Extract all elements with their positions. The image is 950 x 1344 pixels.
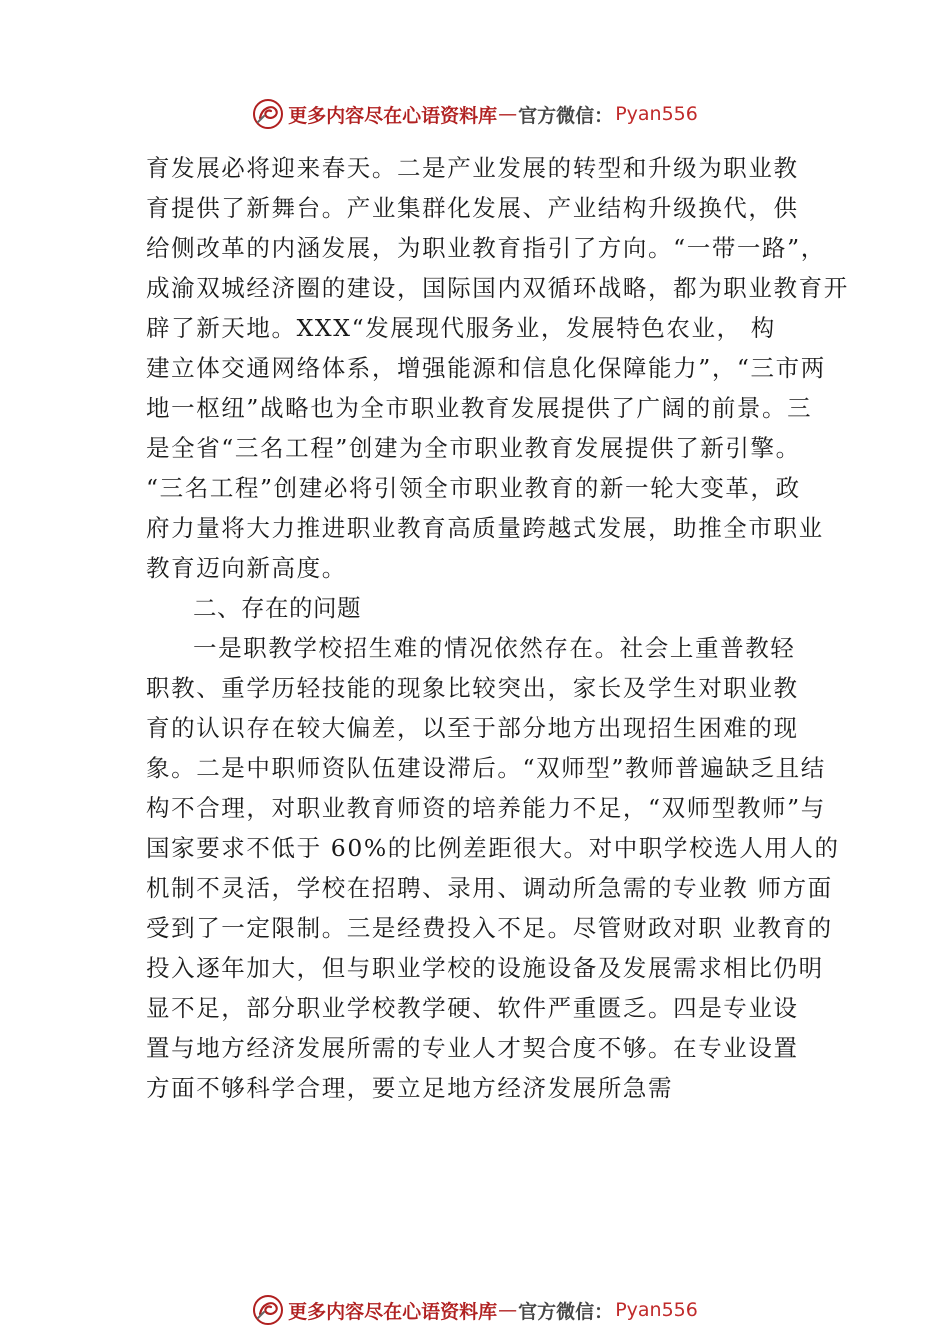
text-line: 机制不灵活，学校在招聘、录用、调动所急需的专业教 师方面 xyxy=(146,874,833,902)
text-line: 育发展必将迎来春天。二是产业发展的转型和升级为职业教 xyxy=(146,154,799,182)
text-line: 一是职教学校招生难的情况依然存在。社会上重普教轻 xyxy=(193,634,796,662)
text-line: 是全省“三名工程”创建为全市职业教育发展提供了新引擎。 xyxy=(146,434,801,462)
header-banner xyxy=(0,94,950,134)
text-line: 显不足，部分职业学校教学硬、软件严重匮乏。四是专业设 xyxy=(146,994,799,1022)
document-body xyxy=(146,148,849,1108)
text-line: 育的认识存在较大偏差，以至于部分地方出现招生困难的现 xyxy=(146,714,799,742)
banner-dash: — xyxy=(498,103,518,125)
official-wechat-label: 官方微信： xyxy=(518,1300,614,1323)
swirl-logo-icon xyxy=(252,98,284,130)
brand-text: 更多内容尽在心语资料库 xyxy=(288,1300,498,1323)
text-line: 象。二是中职师资队伍建设滞后。“双师型”教师普遍缺乏且结 xyxy=(146,754,826,782)
text-line: 国家要求不低于 60%的比例差距很大。对中职学校选人用人的 xyxy=(146,834,840,862)
text-line: “三名工程”创建必将引领全市职业教育的新一轮大变革，政 xyxy=(146,474,801,502)
text-line: 地一枢纽”战略也为全市职业教育发展提供了广阔的前景。三 xyxy=(146,394,813,422)
banner-dash: — xyxy=(498,1299,518,1321)
text-line: 给侧改革的内涵发展，为职业教育指引了方向。“一带一路”， xyxy=(146,234,826,262)
text-line: 职教、重学历轻技能的现象比较突出，家长及学生对职业教 xyxy=(146,674,799,702)
text-line: 辟了新天地。XXX“发展现代服务业，发展特色农业， 构 xyxy=(146,314,776,342)
text-line: 置与地方经济发展所需的专业人才契合度不够。在专业设置 xyxy=(146,1034,799,1062)
text-line: 府力量将大力推进职业教育高质量跨越式发展，助推全市职业 xyxy=(146,514,824,542)
paragraph-problems xyxy=(146,628,840,1108)
text-line: 方面不够科学合理，要立足地方经济发展所急需 xyxy=(146,1074,674,1102)
brand-text: 更多内容尽在心语资料库 xyxy=(288,104,498,127)
paragraph-outlook xyxy=(146,148,849,588)
wechat-id: Pyan556 xyxy=(615,1299,698,1321)
text-line: 构不合理，对职业教育师资的培养能力不足，“双师型教师”与 xyxy=(146,794,826,822)
swirl-logo-icon xyxy=(252,1294,284,1326)
text-line: 教育迈向新高度。 xyxy=(146,554,347,582)
text-line: 成渝双城经济圈的建设，国际国内双循环战略，都为职业教育开 xyxy=(146,274,849,302)
text-line: 投入逐年加大，但与职业学校的设施设备及发展需求相比仍明 xyxy=(146,954,824,982)
footer-banner xyxy=(0,1290,950,1330)
section-heading: 二、存在的问题 xyxy=(193,594,361,622)
text-line: 建立体交通网络体系，增强能源和信息化保障能力”，“三市两 xyxy=(146,354,826,382)
official-wechat-label: 官方微信： xyxy=(518,104,614,127)
wechat-id: Pyan556 xyxy=(615,103,698,125)
text-line: 受到了一定限制。三是经费投入不足。尽管财政对职 业教育的 xyxy=(146,914,833,942)
text-line: 育提供了新舞台。产业集群化发展、产业结构升级换代，供 xyxy=(146,194,799,222)
